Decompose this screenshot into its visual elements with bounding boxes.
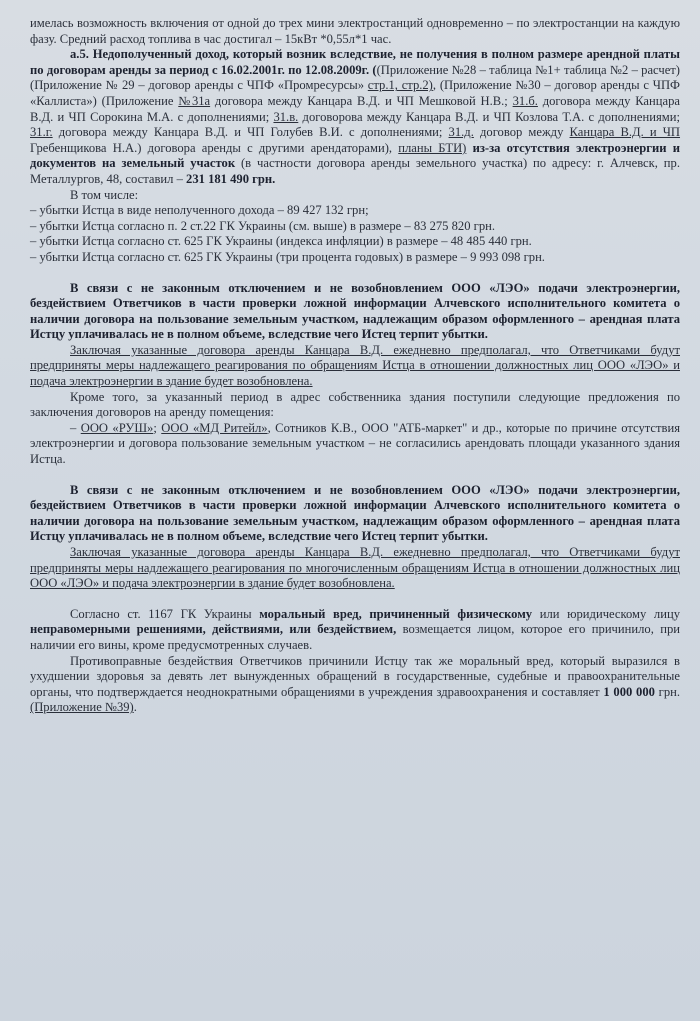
list-item: – убытки Истца согласно ст. 625 ГК Украины (три процента годовых) в размере – 9 993 098 грн.: [30, 249, 545, 264]
losses-list: [30, 203, 680, 265]
text-run: Согласно ст. 1167 ГК Украины: [70, 606, 260, 621]
text-run: грн.: [654, 684, 680, 699]
paragraph-expectation-2: Заключая указанные договора аренды Канцара В.Д. ежедневно предполагал, что Ответчиками будут предприняты меры надлежащего реагирования по многочисленным обращениям Истца в отношении должностных лиц ООО «ЛЭО» и подача электроэнергии в здание будет возобновлена.: [30, 545, 680, 591]
paragraph-lost-income: [30, 47, 680, 187]
text-run: договора между Канцара В.Д. и ЧП Мешковой Н.В.;: [210, 93, 513, 108]
text-run: договор между: [473, 125, 570, 140]
including-label: В том числе:: [70, 187, 139, 202]
text-run: .: [133, 700, 137, 715]
underlined-ref: планы БТИ): [398, 140, 467, 155]
text-run: или юридическому лицу: [532, 606, 680, 621]
underlined-ref: 31.д.: [448, 125, 474, 140]
text-run: , (Приложение №30 – договор аренды с ЧПФ «Каллиста») (Приложение: [30, 78, 680, 108]
paragraph-moral-damage-claim: [30, 654, 680, 716]
text-run: (в частности договора аренды земельного участка) по адресу: г. Алчевск, пр. Металлургов, 48, составил –: [30, 156, 680, 186]
paragraph-offers: Кроме того, за указанный период в адрес собственника здания поступили следующие предложения по заключения договоров на аренду помещения:: [30, 389, 680, 420]
underlined-ref: 31.в.: [273, 109, 299, 124]
text-run: ;: [153, 420, 162, 435]
paragraph-tenants: [30, 421, 680, 468]
moral-damage-amount: 1 000 000: [603, 684, 655, 699]
paragraph-moral-damage-law: [30, 607, 680, 654]
list-item: – убытки Истца в виде неполученного дохода – 89 427 132 грн;: [30, 203, 369, 218]
total-amount: 231 181 490 грн.: [186, 171, 276, 186]
underlined-ref: ООО «РУШ»: [80, 420, 154, 435]
bold-run: из-за отсутствия электроэнергии и документов на земельный участок: [30, 140, 681, 171]
underlined-ref: 31.г.: [30, 125, 53, 140]
list-item: – убытки Истца согласно ст. 625 ГК Украины (индекса инфляции) в размере – 48 485 440 грн.: [30, 234, 532, 249]
text-run: договора между Канцара В.Д. и ЧП Сорокина М.А. с дополнениями;: [30, 93, 680, 124]
underlined-ref: ООО «МД Ритейл»: [161, 420, 268, 435]
paragraph-expectation-1: Заключая указанные договора аренды Канцара В.Д. ежедневно предполагал, что Ответчиками будут предприняты меры надлежащего реагирования по обращениям Истца в отношении должностных лиц ООО «ЛЭО» и подача электроэнергии в здание будет возобновлена.: [30, 342, 680, 389]
underlined-ref: №31а: [178, 93, 211, 108]
list-item: – убытки Истца согласно п. 2 ст.22 ГК Украины (см. выше) в размере – 83 275 820 грн.: [30, 218, 496, 233]
underlined-ref: 31.б.: [512, 93, 538, 108]
bold-run: моральный вред, причиненный физическому: [259, 606, 533, 621]
paragraph-disconnection-2: В связи с не законным отключением и не возобновлением ООО «ЛЭО» подачи электроэнергии, бездействием Ответчиков в части проверки ложной информации Алчевского исполнительного комитета о наличии договора на пользование земельным участком, надлежащим образом оформленного – арендная плата Истцу уплачивалась не в полном объеме, вследствие чего Истец терпит убытки.: [30, 482, 680, 544]
text-run: (Приложение №28 – таблица №1+ таблица №2 – расчет) (Приложение № 29 – договор аренды с ЧПФ «Промресурсы»: [30, 62, 680, 93]
underlined-ref: Канцара В.Д. и ЧП: [569, 125, 681, 140]
text-run: –: [70, 420, 81, 435]
underlined-ref: (Приложение №39): [30, 700, 134, 715]
text-run: возмещается лицом, которое его причинило, при наличии его вины, кроме предусмотренных случаев.: [30, 622, 680, 652]
document-text: [30, 16, 680, 716]
paragraph-fuel: имелась возможность включения от одной до трех мини электростанций одновременно – по электростанции на каждую фазу. Средний расход топлива в час достигал – 15кВт *0,55л*1 час.: [30, 16, 680, 46]
text-run: Гребенщикова Н.А.) договора аренды с другими арендаторами),: [30, 140, 399, 155]
text-run: , Сотников К.В., ООО "АТБ-маркет" и др., которые по причине отсутствия электроэнергии и договора пользование земельным участком – не согласились арендовать площади указанного здания Истца.: [30, 420, 680, 467]
text-run: договора между Канцара В.Д. и ЧП Голубев В.И. с дополнениями;: [52, 125, 449, 140]
bold-run: неправомерными решениями, действиями, или бездействием,: [30, 622, 397, 637]
underlined-ref: стр.1, стр.2): [367, 78, 433, 93]
lost-income-heading: а.5. Недополученный доход, который возник вследствие, не получения в полном размере арендной платы по договорам аренды за период с 16.02.2001г. по 12.08.2009г. (: [30, 47, 680, 77]
text-run: договорова между Канцара В.Д. и ЧП Козлова Т.А. с дополнениями;: [298, 109, 680, 124]
paragraph-disconnection-1: В связи с не законным отключением и не возобновлением ООО «ЛЭО» подачи электроэнергии, бездействием Ответчиков в части проверки ложной информации Алчевского исполнительного комитета о наличии договора на пользование земельным участком, надлежащим образом оформленного – арендная плата Истцу уплачивалась не в полном объеме, вследствие чего Истец терпит убытки.: [30, 280, 680, 342]
text-run: Противоправные бездействия Ответчиков причинили Истцу так же моральный вред, который выразился в ухудшении здоровья за девять лет вынужденных обращений в государственные, судебные и правоохранительные органы, что подтверждается неоднократными обращениями в учреждения здравоохранения и составляет: [30, 653, 680, 699]
